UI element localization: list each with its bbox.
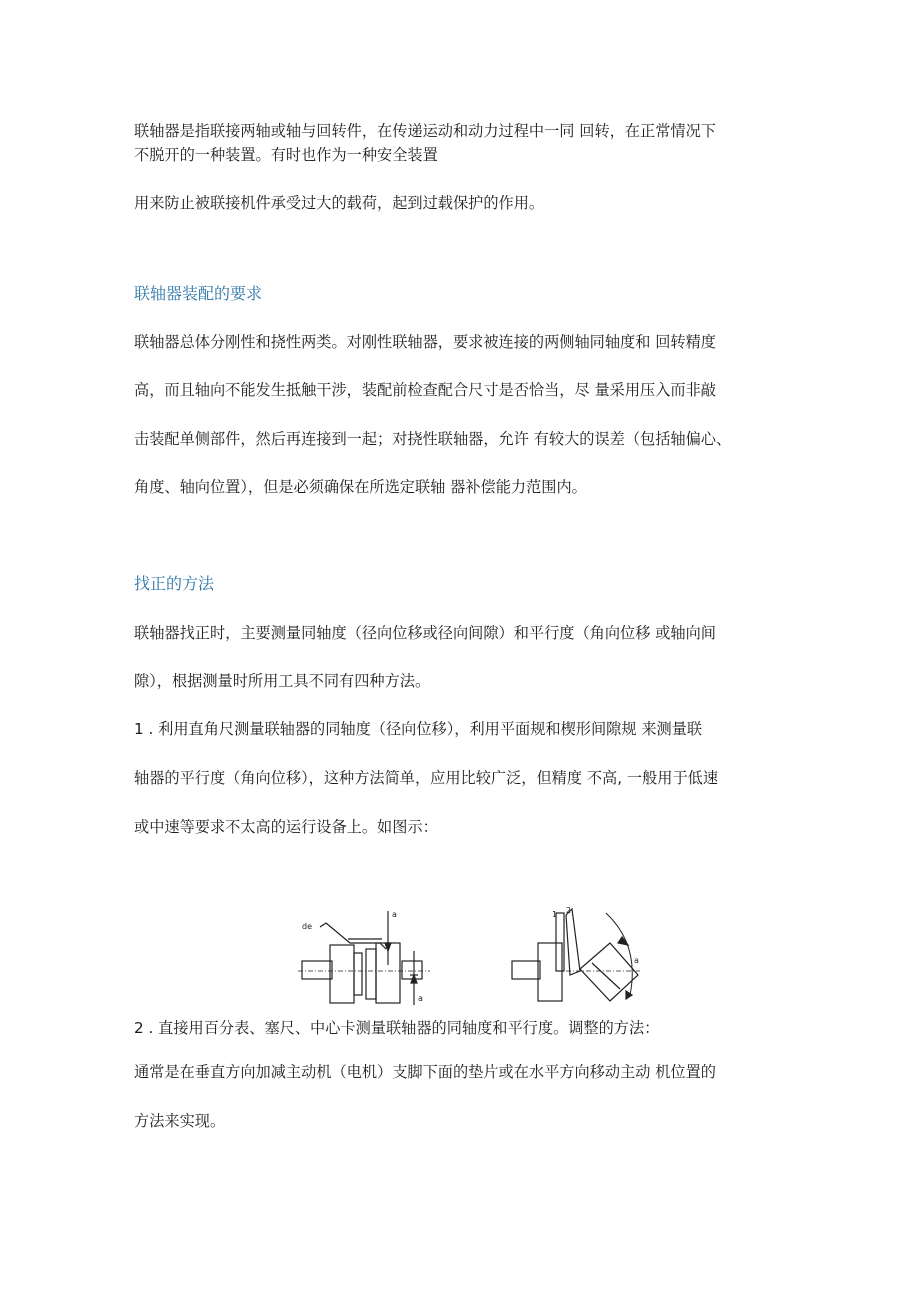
intro-line-2: 不脱开的一种装置。有时也作为一种安全装置 bbox=[134, 146, 438, 164]
numbered-item-2: 2 . 直接用百分表、塞尺、中心卡测量联轴器的同轴度和平行度。调整的方法： bbox=[134, 1019, 660, 1037]
paragraph-line: 击装配单侧部件，然后再连接到一起；对挠性联轴器，允许 有较大的误差（包括轴偏心、 bbox=[134, 430, 732, 448]
paragraph-line: 方法来实现。 bbox=[134, 1112, 226, 1130]
paragraph-line: 或中速等要求不太高的运行设备上。如图示： bbox=[134, 818, 438, 836]
paragraph-line: 轴器的平行度（角向位移），这种方法简单，应用比较广泛，但精度 不高, 一般用于低速 bbox=[134, 769, 719, 787]
paragraph-line: 高，而且轴向不能发生抵触干涉，装配前检查配合尺寸是否恰当，尽 量采用压入而非敲 bbox=[134, 381, 716, 399]
paragraph-line: 隙），根据测量时所用工具不同有四种方法。 bbox=[134, 672, 431, 690]
numbered-item-1: 1 . 利用直角尺测量联轴器的同轴度（径向位移），利用平面规和楔形间隙规 来测量联 bbox=[134, 720, 703, 738]
section-heading-assembly-requirements: 联轴器装配的要求 bbox=[134, 284, 263, 303]
intro-line-1: 联轴器是指联接两轴或轴与回转件，在传递运动和动力过程中一同 回转，在正常情况下 bbox=[134, 122, 716, 140]
figure-label: de bbox=[302, 922, 312, 931]
angular-alignment-diagram bbox=[512, 909, 640, 1001]
radial-alignment-diagram bbox=[298, 911, 430, 1005]
coupling-alignment-figure bbox=[290, 895, 650, 1007]
intro-line-3: 用来防止被联接机件承受过大的载荷，起到过载保护的作用。 bbox=[134, 194, 545, 212]
paragraph-line: 联轴器找正时，主要测量同轴度（径向位移或径向间隙）和平行度（角向位移 或轴向间 bbox=[134, 624, 716, 642]
paragraph-line: 角度、轴向位置），但是必须确保在所选定联轴 器补偿能力范围内。 bbox=[134, 478, 587, 496]
figure-label: 2 bbox=[566, 906, 572, 915]
section-heading-alignment-methods: 找正的方法 bbox=[134, 574, 215, 593]
figure-label: a bbox=[634, 956, 639, 965]
paragraph-line: 联轴器总体分刚性和挠性两类。对刚性联轴器，要求被连接的两侧轴同轴度和 回转精度 bbox=[134, 333, 716, 351]
paragraph-line: 通常是在垂直方向加减主动机（电机）支脚下面的垫片或在水平方向移动主动 机位置的 bbox=[134, 1063, 716, 1081]
figure-label: a bbox=[418, 994, 423, 1003]
figure-label: 1 bbox=[552, 910, 558, 919]
figure-label: a bbox=[392, 910, 397, 919]
